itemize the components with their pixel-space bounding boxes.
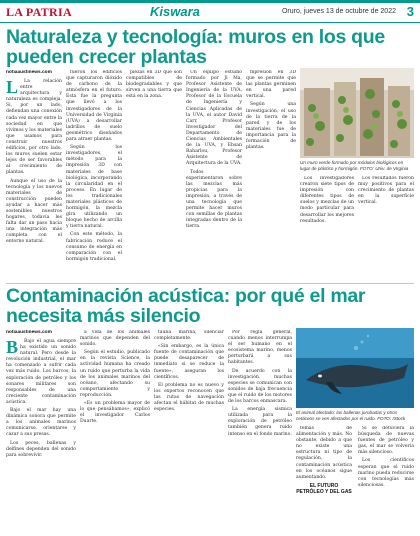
paragraph: Por regla general, cuando menos interrumpa el ser humano en el ecosistema marino, menos perturbará a sus habitantes. [228,330,292,366]
article2-caption: El animal afectado: las ballenas jorobadas y otros cetáceos se ven afectados por el ruido. FOTO: IStock [296,410,406,421]
paragraph: fauna marina, silenciar completamente. [154,330,224,342]
article2-column-3 [154,330,224,530]
article2-column-6 [358,426,414,530]
green-wall-photo [300,68,414,158]
section-tag: Kiswara [150,4,200,19]
paragraph: Bajo el agua siempre ha existido un sonido natural. Pero desde la revolución industrial, el mar ha comenzado a sufrir cada vez más ruido. Los barcos, la exploración de petróleo y los sonares militares son responsables de una creciente contaminación acústica. [6,339,76,405]
article2-column-1 [6,330,76,530]
article1-column-5 [246,70,296,280]
paragraph: Según una investigación, el uso de la tierra de la pared y de los materiales fue de importancia para la formación de plantas. [246,102,296,151]
article2-byline: notiaaustinews.com [6,330,52,335]
paragraph: temas de alimentación y más. No obstante, debido a que no existe una estructura ni tipo de regulación, la contaminación acústica en los océanos sigue aumentando. [296,426,352,480]
page-number: 3 [406,4,414,19]
article2-column-4 [228,330,292,530]
paragraph: Los investigadores crearon siete tipos de impresión con diferentes tipos de suelos y mezclas de un modo particular para desarrollar los mejores resultados. [300,176,354,224]
article1-byline: notiaaustinews.com [6,70,52,75]
paragraph: «Sin embargo, es la única fuente de contaminación que puede desaparecer de inmediato si se reduce la fuente», aseguran los científicos. [154,344,224,380]
article1-column-3 [126,70,182,280]
whale-photo [296,328,414,408]
paragraph: «Es un problema mayor de lo que pensábamos», explicó el investigador Carlos Duarte. [80,401,150,425]
paragraph: piezas en 3D que son compatibles de biodegradables y que sirven a una tierra que está en la zona. [126,70,182,100]
paragraph: Aunque el uso de la tecnología y los nuevos materiales de construcción pueden ayudar a hacer más sostenibles nuestros hogares, todavía les falta dar un paso hacia una integración más completa con el entorno natural. [6,178,62,245]
article1-column-4 [186,70,242,280]
dateline: Oruro, jueves 13 de octubre de 2022 [281,8,396,15]
masthead: LA PATRIA [6,5,72,19]
article1-column-7 [358,176,414,282]
article1-column-2 [66,70,122,280]
paragraph: Según los investigadores, el método para la impresión 3D con materiales de base biológica, incorporando la circularidad en el proceso. En lugar de los tradicionales materiales plásticos de hormigón, la mezcla gira utilizando un bloque hecho de arcilla y tierra natural. [66,145,122,230]
article1-caption: Un muro verde formado por módulos biológicos en lugar de plástico y hormigón. FOTO: Univ. de Virginia [300,160,409,171]
paragraph: Según el estudio, publicado en la revista Science, la actividad humana ha creado un ruido que perturba la vida de los animales marinos del océano, afectando su comportamiento y reproducción. [80,350,150,398]
article2-column-5 [296,426,352,530]
whale-illustration [296,328,414,408]
paragraph: a vida de los animales marinos que dependen del sonido. [80,330,150,348]
section-divider [6,283,414,284]
paragraph: Todos experimentaron sobre las mezclas más propicias para la impresión, a través de una tecnología que permite hacer muros con semillas de plantas integradas dentro de la tierra. [186,169,242,230]
paragraph: La relación entre arquitectura y naturaleza es compleja. Si, por un lado, defiendan una conexión cada vez mayor entre la sociedad en que vivimos y los materiales que usamos para construir nuestros edificios, por otro lado, los muros suelen estar lejos de ser favorables al crecimiento de plantas. [6,79,62,176]
article1-column-1 [6,70,62,280]
paragraph: Los resultados fueron muy positivos para el crecimiento de plantas en la superficie vertical. [358,176,414,206]
paragraph: Con este método, la fabricación reduce el consumo de energía en comparación con el hormigón tradicional. [66,232,122,262]
subheading: EL FUTURO PETRÓLEO Y DEL GAS [296,482,352,495]
page-header [0,3,420,23]
article1-headline: Naturaleza y tecnología: muros en los que pueden crecer plantas [6,26,385,68]
paragraph: De acuerdo con la investigación, muchas especies se comunican con sonidos de baja frecuencia que el ruido de los motores de los barcos enmascara. [228,368,292,405]
green-wall-illustration [300,68,414,158]
dropcap: L [6,77,19,97]
article2-headline: Contaminación acústica: por qué el mar necesita más silencio [6,285,366,327]
paragraph: Bajo el mar hay una dinámica sonora que permite a los animales marinos comunicarse, orientarse y cazar a sus presas. [6,408,76,438]
dropcap: B [6,337,19,357]
article1-column-6 [300,176,354,282]
paragraph: Si se detuviera la búsqueda de nuevas fuentes de petróleo y gas, el mar se volvería más silencioso. [358,426,414,456]
paragraph: Un equipo estudió formado por Ji Ma, Profesor Asistente de Ingeniería de la UVA, Profesor de la Escuela de Ingeniería y Ciencias Aplicadas de la UVA, el autor David Carr, Profesor Investigador del Departamento de Ciencias Ambientales de la UVA, y Ehsan Baharlou, Profesor Asistente de Arquitectura de la UVA. [186,70,242,167]
paragraph: El problema no es nuevo y los expertos reconocen que las rutas de navegación afectan el hábitat de muchas especies. [154,382,224,413]
paragraph: Los peces, ballenas y delfines dependen del sonido para sobrevivir. [6,440,76,458]
paragraph: mpresión en 3D que se permite que las plantas germinen en una pared vertical. [246,70,296,100]
paragraph: fueron los edificios que capturaron dióxido de carbono de la atmósfera en el futuro. Esta fue la pregunta que llevó a los investigadores de la Universidad de Virginia (UVA) a desarrollar ladrillos de suelo geométrico diseñados para atraer plantas. [66,70,122,143]
article2-column-2 [80,330,150,530]
paragraph: La energía sísmica utilizada para la exploración de petróleo también genera ruido intenso en el fondo marino. [228,407,292,437]
paragraph: Los científicos esperan que el ruido marino pueda reducirse con tecnologías más silenciosas. [358,458,414,488]
